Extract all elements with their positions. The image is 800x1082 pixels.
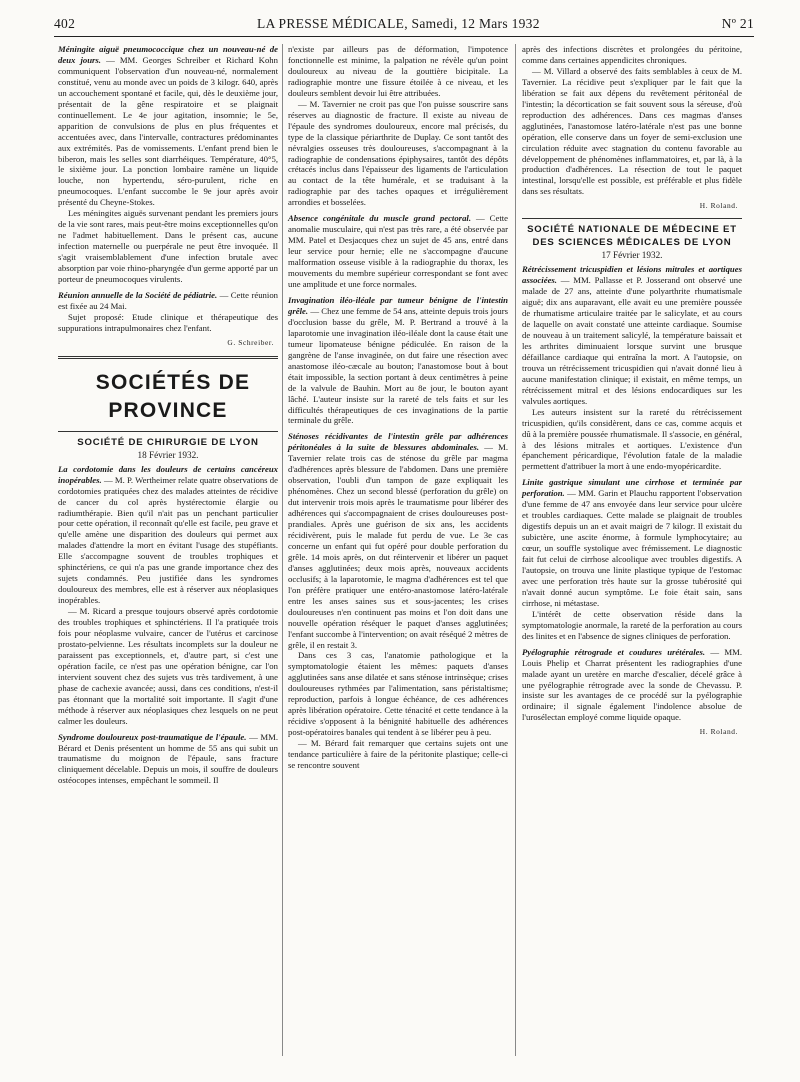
article-text: L'intérêt de cette observation réside dans la symptomatologie anormale, la rareté de la perforation au cours des linites et en l'absence de signes cliniques de perforation. bbox=[522, 608, 742, 641]
article-title: Méningite aiguë pneumococcique chez un nouveau-né de deux jours. bbox=[58, 44, 278, 65]
article-text: — Cette réunion est fixée au 24 Mai. bbox=[58, 289, 279, 311]
article-text: — M. Tavernier relate trois cas de sténose du grêle par magma d'adhérences après blessure de l'abdomen. Dans une première observation, l'oubli d'un tampon de gaze expliquait les phénomènes. Chez un second blessé (perforation du grêle) on dut intervenir trois mois après le traumatisme pour libérer des adhérences qui s'accompagnaient de crises douloureuses post-prandiales. Après une guérison de six ans, les accidents récidivèrent, puis le malade fut perdu de vue. Le 3e cas concerne un enfant qui fut opéré pour double perforation du grêle. 14 mois après, on dut réintervenir et libérer un paquet d'anses agglutinées; deux mois après, nouveaux accidents occlusifs; à la laparotomie, le magma d'adhérences est tel que l'on préfère pratiquer une entéro-anastomose latéro-latérale entre les anses saines sus et sous-jacentes; les crises douloureuses n'en continuent pas moins et l'on doit dans une nouvelle opération réséquer le paquet d'anses agglutinées; l'enfant succombe à l'intervention; on avait réséqué 2 mètres de grêle, il en restait 3. bbox=[288, 442, 509, 650]
column-2 bbox=[288, 44, 508, 771]
column-3 bbox=[522, 44, 742, 740]
section-separator bbox=[522, 218, 742, 219]
article-text: — MM. Pallasse et P. Josserand ont observé une malade de 27 ans, atteinte d'une polyarthrite rhumatismale aiguë; dix ans auparavant, elle avait eu une première poussée de rhumatisme articulaire traitée par le salicylate, et au cours de laquelle on avait constaté une atteinte cardiaque. Soumise de nouveau à un traitement salicylé, la température baissait et les arthrites diminuaient lorsque survint une brusque défaillance cardiaque qui entraîna la mort. A l'autopsie, on trouva un rétrécissement tricuspidien qui n'avait donné lieu à aucune manifestation clinique; il existait, en même temps, un rétrécissement mitral et des lésions endocardiques sur les valvules aortiques. bbox=[522, 275, 743, 406]
article-title: Syndrome douloureux post-traumatique de l'épaule. bbox=[58, 731, 247, 742]
header-rule bbox=[54, 36, 754, 37]
article-text: après des infections discrètes et prolongées du péritoine, comme dans certaines appendicites chroniques. bbox=[522, 44, 742, 65]
article-text: — MM. Georges Schreiber et Richard Kohn communiquent l'observation d'un nouveau-né, normalement constitué, venu au monde avec un poids de 3 kilogr. 640, après un accouchement spontané et facile, qui, dès le deuxième jour, présentait de la gêne respiratoire et se plaignait continuellement. Le 4e jour agitation, insomnie; le 5e, apparition de convulsions de plus en plus fréquentes et accentuées avec, dans l'intervalle, contractures prédominantes aux extrémités. Pas de vomissements. L'enfant prend bien le biberon, mais les selles sont diarrhéiques. Température, 40°5, le sixième jour. La ponction lombaire ramène un liquide louche, non hypertendu, séro-purulent, riche en pneumocoques. L'enfant succombe le 9e jour après avoir présenté du Cheyne-Stokes. bbox=[58, 54, 278, 208]
article-text: — MM. Garin et Plauchu rapportent l'observation d'une femme de 47 ans envoyée dans leur service pour ulcère et troubles cardiaques. Cette malade se plaignait de troubles digestifs depuis un an et avait maigri de 7 kilogr. Il existait du subictère, une ascite énorme, à formule lymphocytaire; au cœur, un souffle systolique avec frémissement. Le diagnostic fait fut celui de cirrhose alcoolique avec troubles digestifs. A l'autopsie, on trouva une linite plastique typique de l'estomac avec une perforation très haute sur la grosse tubérosité qui n'avait donné aucun symptôme. Le foie était sain, sans cirrhose, ni métastase. bbox=[522, 488, 742, 608]
article-title: La cordotomie dans les douleurs de certains cancéreux inopérables. bbox=[58, 463, 278, 485]
article-tricuspidien bbox=[522, 264, 742, 406]
article-text: — M. Villard a observé des faits semblables à ceux de M. Tavernier. La récidive peut s'expliquer par le fait que la libération se fait aux dépens du revêtement péritonéal de l'intestin; la décortication se fait souvent sous la séreuse, d'où reproduction des adhérences. Dans ces magmas d'anses agglutinées, l'anastomose latéro-latérale n'est pas une bonne opération, elle conserve dans un foyer de semi-exclusion une circulation réduite avec stagnation du contenu favorable au développement de phénomènes inflammatoires, et, par là, à la production d'adhérences. La résection de tout le paquet intestinal, lorsqu'elle est possible, est préférable et plus fidèle dans ses résultats. bbox=[522, 65, 742, 197]
article-text: — M. Bérard fait remarquer que certains sujets ont une tendance particulière à faire de la péritonite plastique; celle-ci se rencontre souvent bbox=[288, 738, 508, 770]
article-title: Rétrécissement tricuspidien et lésions mitrales et aortiques associées. bbox=[522, 264, 742, 286]
session-date: 17 Février 1932. bbox=[601, 250, 663, 261]
article-text: Les auteurs insistent sur la rareté du rétrécissement tricuspidien, qu'ils considèrent, dans ce cas, comme acquis et dû à la première poussée rhumatismale. Il s'associe, en général, à des lésions mitrales et aortiques. L'existence d'un épanchement péricardique, l'évolution fatale de la maladie permettent d'attribuer la mort à une endo-myopéricardite. bbox=[522, 406, 742, 472]
article-cordotomie bbox=[58, 464, 278, 606]
article-grand-pectoral bbox=[288, 213, 508, 290]
article-title: Pyélographie rétrograde et coudures urétérales. bbox=[522, 646, 706, 657]
article-epaule bbox=[58, 732, 278, 787]
article-title: Sténoses récidivantes de l'intestin grêle par adhérences péritonéales à la suite de blessures abdominales. bbox=[288, 431, 508, 453]
page-number: 402 bbox=[54, 16, 76, 31]
section-separator bbox=[58, 431, 278, 432]
article-text: Dans ces 3 cas, l'anatomie pathologique et la symptomatologie étaient les mêmes: paquets d'anses agglutinées sans anse dilatée et sans sténose intrinsèque; crises douloureuses rythmées par l'alimentation, sans péristaltisme; reproduction, parfois à longue échéance, de ces adhérences après libération opératoire. Cette ténacité et cette tendance à la récidive s'opposent à la bénignité habituelle des adhérences post-opératoires banales qui tendent à se libérer peu à peu. bbox=[288, 650, 508, 738]
section-heading: SOCIÉTÉS DE PROVINCE bbox=[95, 370, 251, 422]
society-heading: SOCIÉTÉ NATIONALE DE MÉDECINE ET DES SCIENCES MÉDICALES DE LYON bbox=[527, 224, 737, 249]
article-text: — M. P. Wertheimer relate quatre observations de cordotomies pratiquées chez des malades atteintes de récidive de cancer du col après hystérectomie élargie ou radiumthérapie. Bien qu'il n'ait pas un penchant particulier pour cette opération, il reconnaît qu'elle est facile, peu grave et qu'elle amène une disparition des douleurs qui permet aux malades d'attendre la mort en évitant l'usage des stupéfiants. Elle s'accompagne souvent de troubles trophiques et sphinctériens, ce qui n'a pas une grande importance chez des sujets condamnés. Peu justifiée dans les syndromes douloureux des membres, elle est à réserver aux néoplasiques inopérables. bbox=[58, 474, 279, 606]
article-meningite bbox=[58, 44, 278, 208]
article-text: Sujet proposé: Etude clinique et thérapeutique des suppurations intrapulmonaires chez l'enfant. bbox=[58, 311, 278, 333]
article-text: — M. Tavernier ne croit pas que l'on puisse souscrire sans réserves au diagnostic de fracture. Il existe au niveau de l'épaule des syndromes douloureux, encore mal précisés, du type de la classique périarthrite de Duplay. Ce sont tantôt des névralgies osseuses très douloureuses, s'accompagnant à la radiographie de condensations épiphysaires, tantôt des dépôts crétacés inclus dans l'épaisseur des ligaments de l'articulation au contact de la tête humérale, et se traduisant à la radiographie par des taches opaques et irrégulièrement arrondies et bosselées. bbox=[288, 98, 508, 208]
journal-title: LA PRESSE MÉDICALE, Samedi, 12 Mars 1932 bbox=[257, 16, 540, 31]
article-text: n'existe par ailleurs pas de déformation, l'impotence fonctionnelle est minime, la palpation ne révèle qu'un point douloureux au niveau de la gouttière bicipitale. La radiographie montre une fissure étoilée à ce niveau, et les douleurs semblent devoir lui être attribuées. bbox=[288, 44, 508, 98]
article-linite bbox=[522, 477, 742, 608]
article-title: Réunion annuelle de la Société de pédiatrie. bbox=[58, 289, 218, 300]
article-text: — MM. Bérard et Denis présentent un homme de 55 ans qui subit un traumatisme du moignon de l'épaule, sans fracture cliniquement décelable. Depuis un mois, il souffre de douleurs ostéocopes intenses, empêchant le sommeil. Il bbox=[58, 731, 279, 786]
society-heading: SOCIÉTÉ DE CHIRURGIE DE LYON bbox=[77, 436, 259, 448]
issue-number: Nº 21 bbox=[721, 16, 754, 31]
article-reunion bbox=[58, 290, 278, 312]
article-text: — Cette anomalie musculaire, qui n'est pas très rare, a été observée par MM. Patel et Desjacques chez un sujet de 45 ans, entré dans leur service pour hernie; elle ne s'accompagne d'aucune malformation osseuse visible à la radiographie du thorax, les mouvements du membre supérieur correspondant se font avec une amplitude et une force normales. bbox=[288, 213, 509, 290]
column-divider bbox=[515, 44, 516, 1056]
column-divider bbox=[282, 44, 283, 1056]
article-text: — MM. Louis Phelip et Charrat présentent les radiographies d'une malade ayant un uretère en marche d'escalier, décelé grâce à une pyélographie rétrograde avec la sonde de Chevassu. P. insiste sur les avantages de ce procédé sur la pyélographie ordinaire; il signale également l'indolence absolue de l'urosélectan employé comme liquide opaque. bbox=[522, 646, 742, 723]
article-text: — Chez une femme de 54 ans, atteinte depuis trois jours d'occlusion basse du grêle, M. P. Bertrand a trouvé à la laparotomie une invagination iléo-iléale dont la cause était une tumeur lipomateuse bénigne pédiculée. En raison de la gangrène de l'anse invaginée, on dut faire une résection avec anastomose iléo-cæcale au bouton; l'anastomose bout à bout était impossible, la section portant à deux centimètres à peine de la valvule de Bauhin. Mort au 8e jour, le bouton ayant lâché. L'auteur insiste sur la rareté de tels faits et sur les difficultés thérapeutiques de ces invaginations de la partie terminale du grêle. bbox=[288, 305, 508, 426]
signature: H. Roland. bbox=[699, 727, 738, 737]
article-text: Les méningites aiguës survenant pendant les premiers jours de la vie sont rares, mais peut-être moins exceptionnelles qu'on ne l'admet habituellement. Dans le présent cas, aucune infection maternelle ou puerpérale ne peut être invoquée. Il s'agit vraisemblablement d'une infection brutale avec absorption par voie rhino-pharyngée d'un germe apporté par un porteur de pneumocoques virulents. bbox=[58, 208, 278, 285]
session-date: 18 Février 1932. bbox=[137, 449, 199, 460]
article-invagination bbox=[288, 295, 508, 426]
article-text: — M. Ricard a presque toujours observé après cordotomie des troubles trophiques et sphinctériens. Il l'a pratiquée trois fois pour néoplasme vulvaire, cancer de l'utérus et carcinose prostato-pelvienne. Les résultats incomplets sur la douleur ne paraissent pas exceptionnels, et, d'autre part, si c'est une opération facile, ce n'est pas une opération bénigne, car l'on intervient souvent chez des sujets vus très tardivement, à une phase de cachexie avancée; aussi, dans ces conditions, n'est-il pas étonnant que la mortalité soit importante. Il s'agit d'une méthode à réserver aux néoplasiques chez lesquels on ne peut calmer les douleurs. bbox=[58, 606, 278, 726]
article-title: Linite gastrique simulant une cirrhose et terminée par perforation. bbox=[522, 477, 742, 499]
column-1 bbox=[58, 44, 278, 786]
section-separator bbox=[58, 356, 278, 359]
article-pyelographie bbox=[522, 647, 742, 724]
article-title: Absence congénitale du muscle grand pectoral. bbox=[288, 213, 471, 224]
article-stenoses bbox=[288, 431, 508, 650]
signature: G. Schreiber. bbox=[227, 337, 274, 347]
signature: H. Roland. bbox=[699, 201, 738, 211]
article-title: Invagination iléo-iléale par tumeur bénigne de l'intestin grêle. bbox=[288, 294, 508, 316]
page-header bbox=[54, 16, 754, 32]
